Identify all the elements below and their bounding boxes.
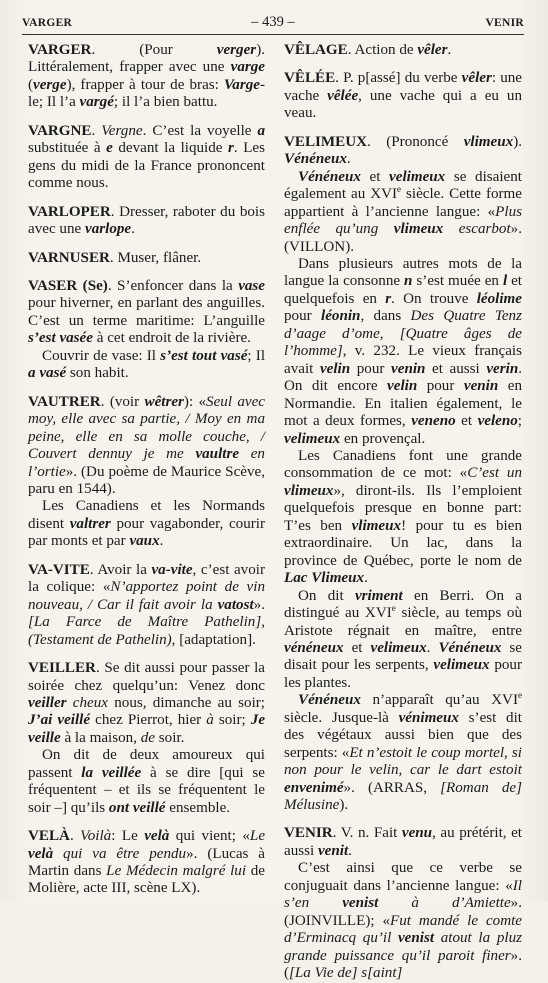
text-run: ». (: [284, 947, 522, 982]
styled-text-run: vaux: [129, 533, 160, 550]
text-run: . On trouve: [391, 290, 477, 307]
text-run: soir.: [155, 729, 185, 746]
styled-text-run: VELIMEUX: [284, 133, 368, 150]
text-run: On dit: [298, 587, 355, 604]
text-run: . (voir: [100, 393, 145, 410]
superscript: e: [518, 690, 522, 701]
styled-text-run: varlope: [85, 221, 132, 238]
styled-text-run: [Roman de] Mélusine: [284, 779, 522, 814]
styled-text-run: venit: [317, 842, 349, 859]
entry-paragraph: [284, 588, 522, 693]
text-run: ).: [513, 133, 522, 150]
dictionary-entry: [284, 42, 522, 59]
styled-text-run: VARNUSER: [28, 249, 110, 266]
text-run: à se dire [qui se fréquentent – et ils se fréquentent le soir –] qu’ils: [28, 764, 265, 816]
text-run: . Se dit aussi pour passer la soirée chez quelqu’un: Venez donc: [28, 660, 265, 694]
styled-text-run: e: [106, 140, 113, 157]
text-run: et aussi: [425, 360, 487, 377]
styled-text-run: Lac Vlimeux: [284, 570, 365, 587]
styled-text-run: léolime: [476, 290, 523, 307]
text-run: . Dresser, raboter du bois avec une: [28, 203, 265, 238]
styled-text-run: vlimeux: [393, 221, 444, 238]
styled-text-run: Vénéneux: [298, 168, 361, 185]
styled-text-run: velin: [387, 378, 418, 395]
styled-text-run: l: [502, 273, 508, 290]
text-run: pour: [350, 360, 392, 377]
entry-paragraph: [284, 860, 522, 982]
styled-text-run: valtrer: [69, 515, 111, 532]
styled-text-run: veiller: [28, 694, 67, 711]
styled-text-run: r: [228, 140, 234, 157]
styled-text-run: veleno: [477, 413, 518, 430]
header-rule: [22, 34, 524, 35]
text-run: Couvrir de vase: Il: [42, 347, 161, 364]
text-run: ». (JOINVILLE); «: [284, 895, 522, 929]
text-run: et: [455, 413, 478, 430]
text-run: et quelquefois en: [284, 273, 523, 307]
text-run: , v. 232. Le vieux français avait: [284, 343, 522, 377]
styled-text-run: velimeux: [433, 657, 490, 674]
styled-text-run: venu: [401, 825, 433, 842]
text-run: .: [348, 842, 352, 859]
styled-text-run: vatost: [217, 596, 254, 613]
styled-text-run: vaultre: [195, 446, 240, 463]
dictionary-entry: [28, 828, 265, 898]
text-run: », diront-ils. Ils l’emploient quelquefois presque en bonne part: T’es ben: [284, 482, 522, 534]
text-run: . Muser, flâner.: [109, 249, 202, 266]
styled-text-run: velà: [28, 845, 54, 862]
styled-text-run: velimeux: [389, 168, 446, 185]
text-run: en provençal.: [340, 430, 426, 447]
dictionary-entry: [284, 134, 522, 169]
styled-text-run: Voilà: [80, 828, 112, 845]
text-run: ,: [261, 614, 265, 631]
styled-text-run: Varge: [223, 76, 260, 93]
styled-text-run: a: [257, 122, 266, 139]
styled-text-run: Le: [249, 828, 266, 845]
text-run: chez Pierrot, hier: [90, 712, 207, 729]
text-run: siècle, au temps où Aristote régnait en maître, entre: [284, 605, 522, 639]
entry-paragraph: [28, 747, 265, 817]
styled-text-run: en l’ortie: [28, 446, 265, 480]
superscript: e: [397, 184, 402, 195]
text-run: Les Canadiens font une grande consommation de ce mot: «: [284, 447, 522, 482]
styled-text-run: de: [140, 729, 155, 746]
text-run: ), frapper à tour de bras:: [66, 76, 224, 93]
dictionary-entry: [284, 825, 522, 860]
entry-paragraph: [284, 169, 522, 256]
text-run: .: [159, 533, 164, 550]
text-run: ». (Lucas à Martin dans: [28, 845, 265, 880]
dictionary-entry: [28, 562, 265, 649]
styled-text-run: venist: [342, 895, 379, 912]
text-run: . On dit encore: [284, 360, 523, 395]
styled-text-run: vlimeux: [351, 517, 402, 534]
text-run: : une vache: [284, 70, 523, 104]
text-run: à la maison,: [60, 729, 141, 746]
styled-text-run: à: [206, 712, 214, 729]
text-run: . Les gens du midi de la France prononcent comme nous.: [28, 140, 266, 192]
styled-text-run: N’apportez point de vin nouveau, / Car il fait avoir la: [28, 579, 265, 613]
styled-text-run: VEILLER: [28, 660, 96, 677]
styled-text-run: VARGNE: [28, 122, 92, 139]
styled-text-run: VARGER: [28, 42, 92, 58]
styled-text-run: vriment: [354, 587, 403, 604]
text-run: -le; Il l’a: [28, 76, 265, 111]
styled-text-run: Fut mandé le comte d’Erminacq qu’il: [284, 912, 522, 947]
text-run: ). Littéralement, frapper avec une: [28, 42, 265, 76]
text-run: pour: [284, 308, 321, 325]
styled-text-run: VENIR: [284, 825, 333, 842]
entry-paragraph: [28, 498, 265, 550]
styled-text-run: VASER (Se): [28, 277, 108, 294]
styled-text-run: va-vite: [151, 561, 193, 578]
dictionary-entry: [28, 250, 265, 267]
styled-text-run: velimeux: [370, 639, 427, 656]
text-run: . V. n. Fait: [332, 825, 402, 842]
styled-text-run: venin: [463, 378, 499, 395]
styled-text-run: velin: [319, 360, 351, 377]
text-run: siècle. Cette forme appartient à l’ancienne langue: «: [284, 186, 522, 220]
text-run: son habit.: [66, 365, 129, 382]
entry-paragraph: [284, 448, 522, 588]
text-run: pour hiverner, en parlant des anguilles. C’est un terme maritime: L’anguille: [28, 295, 265, 329]
styled-text-run: VÊLÉE: [284, 70, 336, 87]
text-run: .: [91, 122, 102, 139]
styled-text-run: VA-VITE: [28, 561, 90, 578]
styled-text-run: VÊLAGE: [284, 42, 348, 58]
styled-text-run: venist: [397, 930, 435, 947]
styled-text-run: Vénéneux: [438, 639, 502, 656]
running-header: [22, 14, 524, 34]
text-run: pour vagabonder, courir par monts et par: [28, 515, 265, 550]
styled-text-run: (Testament de Pathelin): [28, 631, 172, 648]
styled-text-run: ont veillé: [108, 799, 166, 816]
styled-text-run: s’est tout vasé: [160, 347, 248, 364]
text-run: .: [364, 570, 368, 587]
text-run: pour les plantes.: [284, 657, 522, 691]
dictionary-entry: [28, 42, 265, 112]
header-left-guide-word: VARGER: [22, 17, 73, 29]
text-run: : Le: [111, 828, 145, 845]
styled-text-run: escarbot: [443, 221, 511, 238]
dictionary-entry: [28, 123, 265, 193]
text-run: ». (ARRAS,: [343, 779, 441, 796]
styled-text-run: veneno: [411, 413, 456, 430]
text-run: n’apparaît qu’au XVI: [360, 692, 518, 709]
text-run: .: [447, 42, 452, 58]
styled-text-run: Vénéneux: [298, 692, 361, 709]
text-run: ; il l’a bien battu.: [113, 94, 218, 111]
styled-text-run: r: [385, 290, 392, 307]
styled-text-run: n: [404, 273, 413, 290]
text-run: ». (VILLON).: [284, 221, 522, 255]
entry-paragraph: [28, 348, 265, 383]
text-run: (: [28, 76, 34, 93]
styled-text-run: varge: [230, 59, 265, 76]
styled-text-run: s’est vasée: [28, 330, 93, 347]
styled-text-run: vêlée: [327, 87, 359, 104]
text-run: , c’est avoir la colique: «: [28, 561, 265, 596]
styled-text-run: cheux: [66, 694, 108, 711]
styled-text-run: léonin: [321, 308, 361, 325]
text-run: ! pour tu es bien extraordinaire. Un lac, dans la province de Québec, porte le nom de: [284, 517, 522, 569]
text-run: à cet endroit de la rivière.: [92, 330, 251, 347]
text-run: .: [346, 151, 351, 168]
styled-text-run: vlimeux: [284, 482, 334, 499]
text-run: Dans plusieurs autres mots de la langue la consonne: [284, 255, 522, 290]
styled-text-run: Je veille: [28, 712, 266, 746]
text-run: ;: [517, 413, 522, 430]
page-number: – 439 –: [251, 14, 295, 30]
dictionary-entry: [28, 204, 265, 239]
styled-text-run: Vénéneux: [284, 151, 347, 168]
text-run: s’est dit des végétaux aussi bien que des serpents: «: [284, 709, 522, 761]
styled-text-run: venin: [391, 360, 426, 377]
styled-text-run: verger: [216, 42, 257, 58]
text-run: , une vache qui a eu un veau.: [284, 87, 522, 122]
styled-text-run: VARLOPER: [28, 203, 111, 220]
styled-text-run: Le Médecin malgré lui: [106, 863, 247, 880]
text-run: pour: [417, 378, 464, 395]
superscript: e: [391, 603, 396, 614]
text-run: devant la liquide: [112, 140, 229, 157]
right-column: [284, 42, 522, 983]
text-run: , [adaptation].: [171, 631, 256, 648]
styled-text-run: vase: [238, 277, 266, 294]
text-run: et: [360, 168, 390, 185]
styled-text-run: wêtrer: [144, 393, 184, 410]
styled-text-run: atout la pluz grande puissance qu’il paroit finer: [284, 930, 522, 964]
styled-text-run: Des Quatre Tenz d’aage d’ome, [Quatre âges de l’homme]: [284, 308, 522, 360]
text-run: . Action de: [347, 42, 418, 58]
styled-text-run: vénimeux: [398, 709, 459, 726]
text-run: , dans: [360, 308, 411, 325]
styled-text-run: VELÀ: [28, 828, 70, 845]
dictionary-entry: [284, 70, 522, 122]
text-run: .: [69, 828, 81, 845]
text-run: C’est ainsi que ce verbe se conjuguait dans l’ancienne langue: «: [284, 860, 522, 894]
styled-text-run: vénéneux: [284, 639, 344, 656]
text-run: . Avoir la: [89, 561, 152, 578]
styled-text-run: la veillée: [81, 764, 142, 781]
styled-text-run: à d’Amiette: [378, 895, 511, 912]
text-run: s’est muée en: [412, 273, 503, 290]
styled-text-run: VAUTRER: [28, 393, 101, 410]
styled-text-run: [La Vie de] s[aint]: [289, 965, 403, 982]
styled-text-run: a vasé: [28, 365, 67, 382]
text-run: en Berri. On a distingué au XVI: [284, 587, 522, 622]
text-run: . C’est la voyelle: [142, 122, 258, 139]
styled-text-run: vargé: [79, 94, 114, 111]
text-run: ).: [339, 797, 349, 814]
dictionary-entry: [28, 278, 265, 348]
text-run: soir;: [213, 712, 251, 729]
styled-text-run: Seul avec moy, elle avec sa partie, / Moy en ma peine, elle en sa molle couche, / Couvert dennuy je me: [28, 393, 265, 463]
styled-text-run: Il s’en: [284, 877, 522, 912]
dictionary-entry: [28, 660, 265, 747]
text-run: et: [343, 639, 371, 656]
styled-text-run: Vergne: [101, 122, 143, 139]
left-column: [28, 42, 265, 898]
text-run: ): «: [183, 393, 207, 410]
styled-text-run: velà: [144, 828, 170, 845]
styled-text-run: [La Farce de Maître Pathelin]: [28, 614, 262, 631]
text-run: . P. p[assé] du verbe: [335, 70, 462, 87]
styled-text-run: velimeux: [284, 430, 341, 447]
styled-text-run: vlimeux: [463, 133, 514, 150]
text-run: siècle. Jusque-là: [284, 709, 399, 726]
styled-text-run: C’est un: [467, 465, 522, 482]
text-run: ; Il: [247, 347, 266, 364]
styled-text-run: J’ai veillé: [28, 712, 91, 729]
styled-text-run: verin: [486, 360, 519, 377]
text-run: ensemble.: [165, 799, 231, 816]
text-run: , au prétérit, et aussi: [284, 825, 522, 859]
entry-paragraph: [284, 692, 522, 814]
text-run: . (Pour: [91, 42, 217, 58]
text-run: en Normandie. En italien également, le mot a deux formes,: [284, 378, 522, 430]
text-run: ».: [253, 596, 265, 613]
text-run: se disaient également au XVI: [284, 168, 522, 203]
text-run: ». (Du poème de Maurice Scève, paru en 1544).: [28, 463, 265, 497]
text-run: . (Prononcé: [367, 133, 464, 150]
text-run: . S’enfoncer dans la: [107, 277, 239, 294]
text-run: de Molière, acte III, scène LX).: [28, 863, 265, 897]
text-run: .: [131, 221, 135, 238]
styled-text-run: Et n’estoit le coup mortel, si non pour le velin, car le dart estoit: [284, 744, 522, 779]
styled-text-run: vêler: [461, 70, 492, 87]
text-run: Les Canadiens et les Normands disent: [28, 498, 265, 532]
styled-text-run: qui va être pendu: [53, 845, 187, 862]
text-run: substituée à: [28, 140, 107, 157]
styled-text-run: vêler: [417, 42, 448, 58]
text-run: On dit de deux amoureux qui passent: [28, 747, 265, 781]
text-run: nous, dimanche au soir;: [108, 694, 265, 711]
dictionary-entry: [28, 394, 265, 499]
header-right-guide-word: VENIR: [485, 17, 524, 29]
styled-text-run: Plus enflée qu’ung: [284, 203, 522, 238]
text-run: se disait pour les serpents,: [284, 639, 522, 674]
styled-text-run: envenimé: [284, 779, 344, 796]
text-run: qui vient; «: [169, 828, 250, 845]
text-run: .: [426, 639, 439, 656]
entry-paragraph: [284, 256, 522, 448]
styled-text-run: verge: [33, 76, 67, 93]
